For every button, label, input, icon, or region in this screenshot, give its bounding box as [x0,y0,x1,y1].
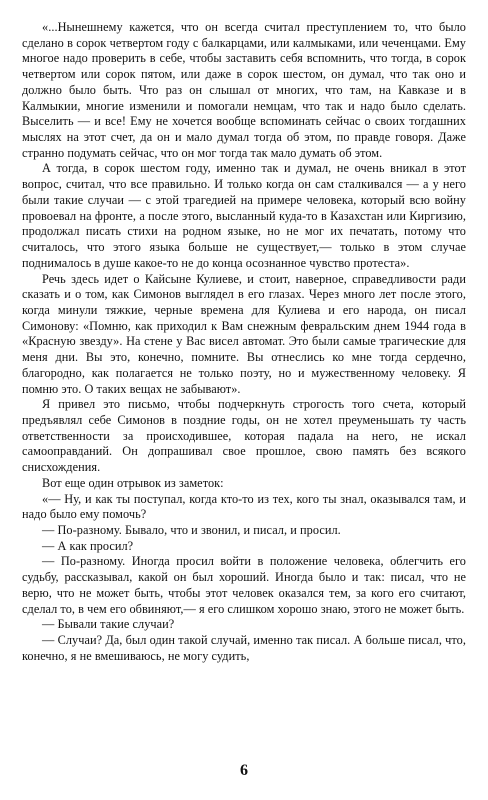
paragraph-3: Речь здесь идет о Кайсыне Кулиеве, и стоит, наверное, справедливости ради сказать и о том, как Симонов выглядел в его глазах. Через много лет после этого, когда минули тяжкие, черные времена для Кулиева и его народа, он писал Симонову: «Помню, как приходил к Вам снежным февральским днем 1944 года в «Красную звезду». На стене у Вас висел автомат. Это были самые трагические для меня дни. Вы это, конечно, помните. Вы отнеслись ко мне тогда сердечно, благородно, как полагается не только поэту, но и мужественному человеку. Я помню это. О таких вещах не забывают». [22,271,466,396]
dialogue-line-1: «— Ну, и как ты поступал, когда кто-то из тех, кого ты знал, оказывался там, и надо было ему помочь? [22,491,466,522]
paragraph-2: А тогда, в сорок шестом году, именно так и думал, не очень вникал в этот вопрос, считал, что все правильно. И только когда он сам сталкивался — а у него были такие случаи — с этой трагедией на примере человека, который всю войну провоевал на фронте, а после этого, высланный куда-то в Казахстан или Киргизию, продолжал писать стихи на родном языке, но не мог их печатать, потому что считалось, что этого языка больше не существует,— только в этом случае поднималось в душе какое-то не до конца осознанное чувство протеста». [22,161,466,270]
page-number: 6 [240,762,248,779]
dialogue-line-3: — А как просил? [42,538,134,553]
body-text [22,20,466,664]
paragraph-1: «...Нынешнему кажется, что он всегда считал преступлением то, что было сделано в сорок четвертом году с балкарцами, или калмыками, или чеченцами. Ему многое надо проверить в себе, чтобы заставить себя вспомнить, что тогда, в сорок четвертом или сорок пятом, или даже в сорок шестом, он думал, что так оно и должно было быть. Что раз он слышал от многих, что там, на Кавказе и в Калмыкии, многие изменили и помогали немцам, что так и надо было сделать. Выселить — и все! Ему не хочется вообще вспоминать сейчас о своих тогдашних мыслях на этот счет, да он и мало думал тогда об этом, по правде говоря. Даже странно подумать сейчас, что он мог тогда так мало думать об этом. [22,20,466,160]
paragraph-4: Я привел это письмо, чтобы подчеркнуть строгость того счета, который предъявлял себе Симонов в поздние годы, он не хотел преуменьшать ту часть ответственности за происходившее, которая падала на него, не искал самооправданий. Он допрашивал свое прошлое, свою память без всякого снисхождения. [22,397,466,475]
dialogue-line-4: — По-разному. Иногда просил войти в положение человека, облегчить его судьбу, рассказывал, какой он был хороший. Иногда было и так: писал, что не верю, что не может быть, чтобы этот человек оказался тем, за кого его считают, сделал то, в чем его обвиняют,— я его слишком хорошо знаю, этого не может быть. [22,554,466,616]
paragraph-5: Вот еще один отрывок из заметок: [42,475,224,490]
dialogue-line-2: — По-разному. Бывало, что и звонил, и писал, и просил. [42,523,341,537]
dialogue-line-5: — Бывали такие случаи? [42,617,175,632]
dialogue-line-6: — Случаи? Да, был один такой случай, именно так писал. А больше писал, что, конечно, я не вмешиваюсь, не могу судить, [22,633,466,663]
